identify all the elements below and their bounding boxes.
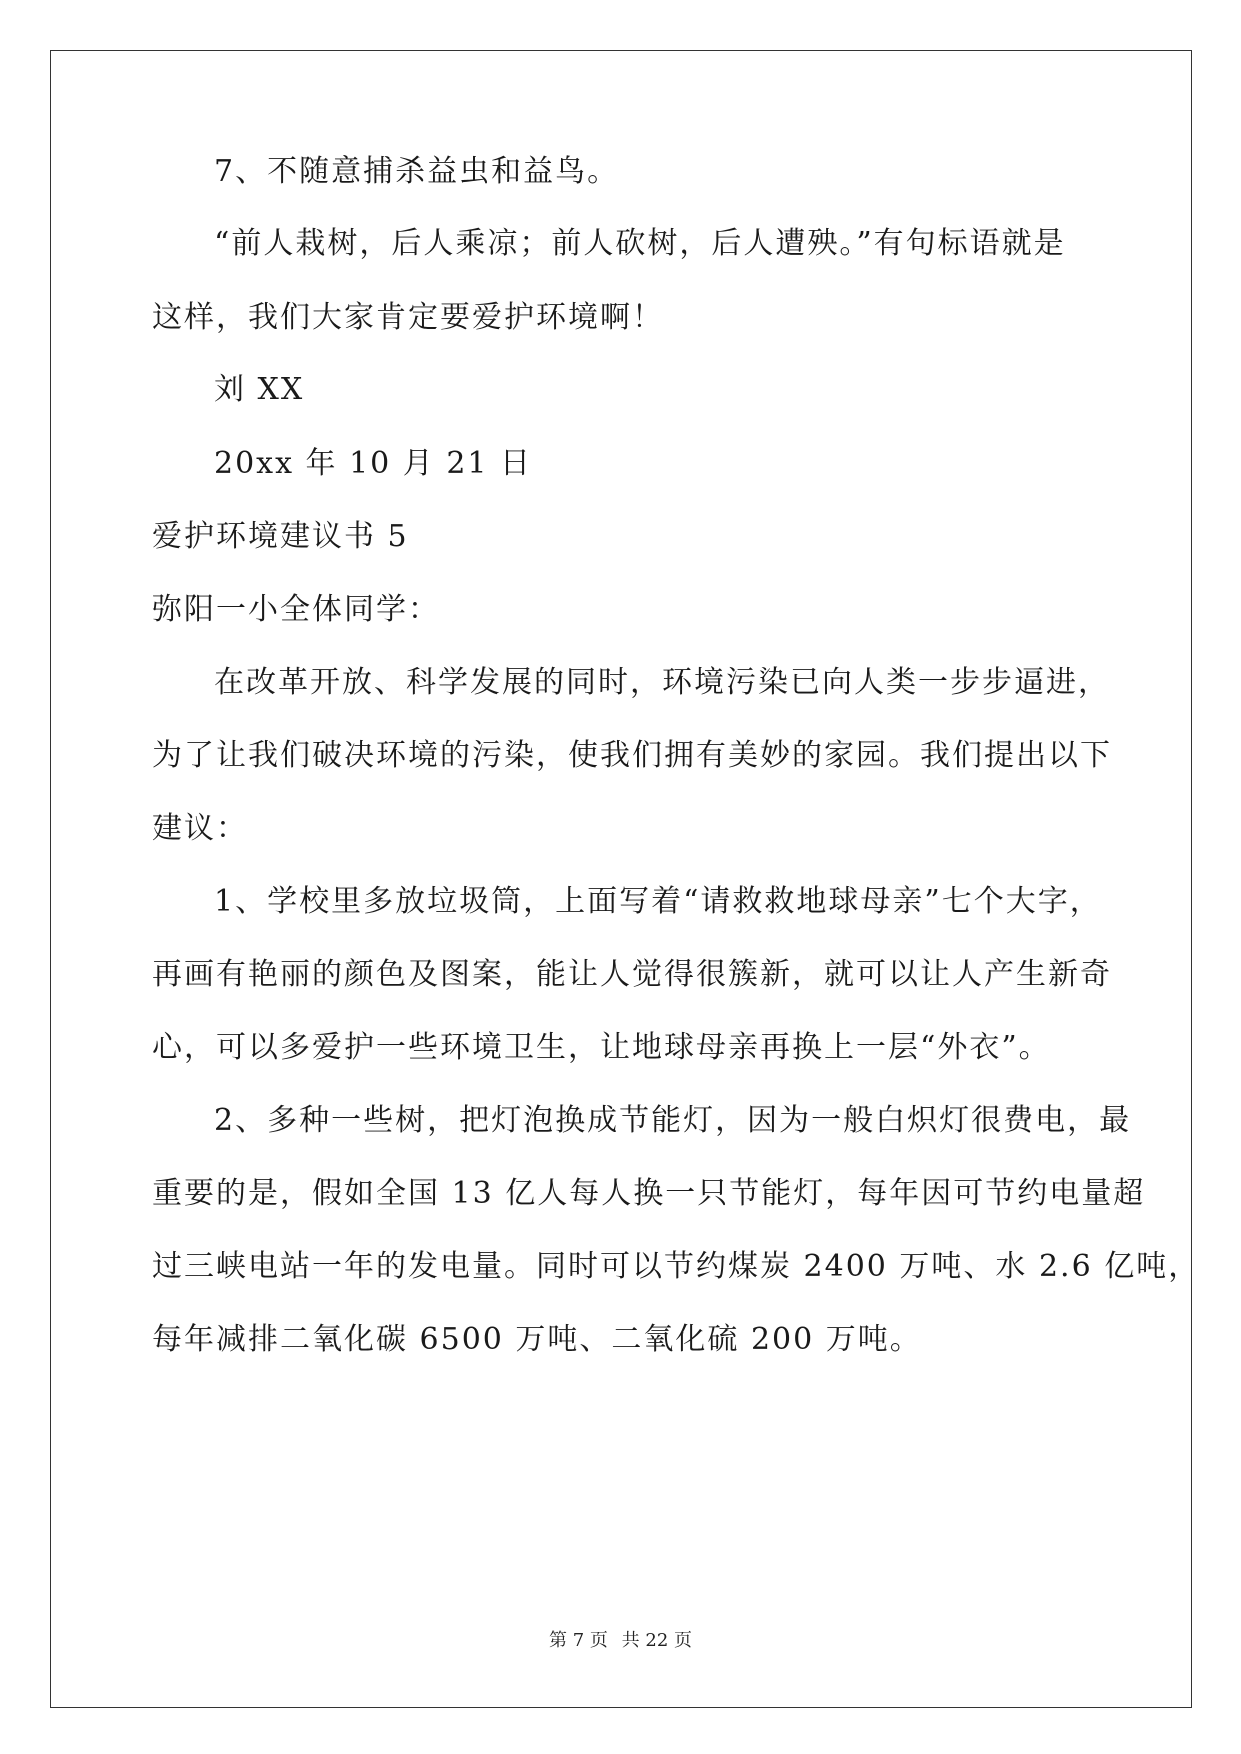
- paragraph-line: “前人栽树，后人乘凉；前人砍树，后人遭殃。”有句标语就是: [214, 226, 1066, 261]
- paragraph-line: 每年减排二氧化碳 6500 万吨、二氧化硫 200 万吨。: [152, 1322, 922, 1357]
- page-number: 第 7 页: [549, 1630, 608, 1651]
- page-footer: [0, 1630, 1241, 1652]
- paragraph-line: 为了让我们破决环境的污染，使我们拥有美妙的家园。我们提出以下: [152, 738, 1112, 773]
- paragraph-line: 再画有艳丽的颜色及图案，能让人觉得很簇新，就可以让人产生新奇: [152, 957, 1112, 992]
- paragraph-line: 在改革开放、科学发展的同时，环境污染已向人类一步步逼进，: [214, 665, 1110, 700]
- paragraph-line: 重要的是，假如全国 13 亿人每人换一只节能灯，每年因可节约电量超: [152, 1176, 1146, 1211]
- signature-name: 刘 XX: [214, 372, 305, 407]
- list-item-2: 2、多种一些树，把灯泡换成节能灯，因为一般白炽灯很费电，最: [214, 1103, 1132, 1138]
- paragraph-line: 建议：: [152, 811, 248, 846]
- paragraph-line: 这样，我们大家肯定要爱护环境啊！: [152, 300, 664, 335]
- paragraph-line: 心，可以多爱护一些环境卫生，让地球母亲再换上一层“外衣”。: [152, 1030, 1051, 1065]
- paragraph-line: 过三峡电站一年的发电量。同时可以节约煤炭 2400 万吨、水 2.6 亿吨，: [152, 1249, 1201, 1284]
- section-title: 爱护环境建议书 5: [152, 519, 409, 554]
- page-border: [50, 50, 1192, 1708]
- list-item-7: 7、不随意捕杀益虫和益鸟。: [214, 154, 620, 189]
- list-item-1: 1、学校里多放垃圾筒，上面写着“请救救地球母亲”七个大字，: [214, 884, 1102, 919]
- signature-date: 20xx 年 10 月 21 日: [214, 446, 533, 481]
- salutation: 弥阳一小全体同学：: [152, 592, 440, 627]
- page-total: 共 22 页: [621, 1630, 692, 1651]
